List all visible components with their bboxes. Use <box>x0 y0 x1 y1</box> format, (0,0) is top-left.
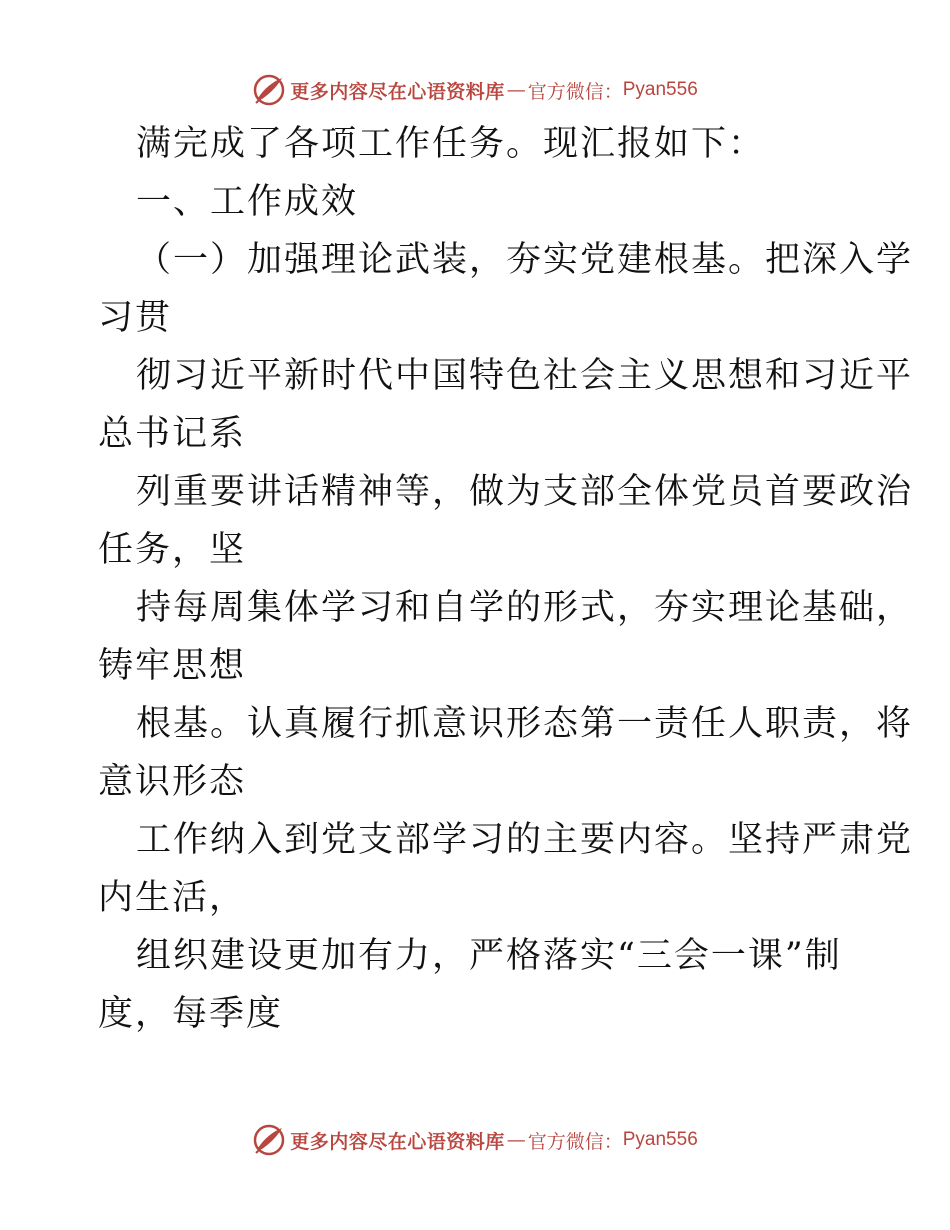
watermark-account: Pyan556 <box>622 1129 698 1150</box>
body-line: 工作纳入到党支部学习的主要内容。坚持严肃党 <box>136 820 914 860</box>
body-line: 度，每季度 <box>98 994 284 1034</box>
body-line: 任务，坚 <box>98 530 247 570</box>
header-watermark <box>0 70 950 110</box>
section-heading: 一、工作成效 <box>136 182 359 222</box>
watermark-account: Pyan556 <box>622 79 698 100</box>
body-line: 根基。认真履行抓意识形态第一责任人职责，将 <box>136 704 914 744</box>
body-line: 内生活， <box>98 878 247 918</box>
body-line: 总书记系 <box>98 414 247 454</box>
body-line: 彻习近平新时代中国特色社会主义思想和习近平 <box>136 356 914 396</box>
body-line: 意识形态 <box>98 762 247 802</box>
document-body <box>98 115 914 1043</box>
body-line: 组织建设更加有力，严格落实“三会一课”制 <box>136 936 842 976</box>
watermark-separator: — <box>506 79 526 101</box>
watermark-wechat-label: 官方微信： <box>527 1130 623 1153</box>
watermark-brand: 更多内容尽在心语资料库 <box>290 1130 505 1153</box>
body-line: 满完成了各项工作任务。现汇报如下： <box>136 124 766 164</box>
quill-logo-icon <box>252 1123 286 1157</box>
quill-logo-icon <box>252 73 286 107</box>
watermark-separator: — <box>506 1129 526 1151</box>
body-line: 习贯 <box>98 298 173 338</box>
body-line: 铸牢思想 <box>98 646 247 686</box>
body-line: 持每周集体学习和自学的形式，夯实理论基础， <box>136 588 914 628</box>
watermark-wechat-label: 官方微信： <box>527 80 623 103</box>
watermark-brand: 更多内容尽在心语资料库 <box>290 80 505 103</box>
body-line: （一）加强理论武装，夯实党建根基。把深入学 <box>136 240 914 280</box>
body-line: 列重要讲话精神等，做为支部全体党员首要政治 <box>136 472 914 512</box>
footer-watermark <box>0 1120 950 1160</box>
